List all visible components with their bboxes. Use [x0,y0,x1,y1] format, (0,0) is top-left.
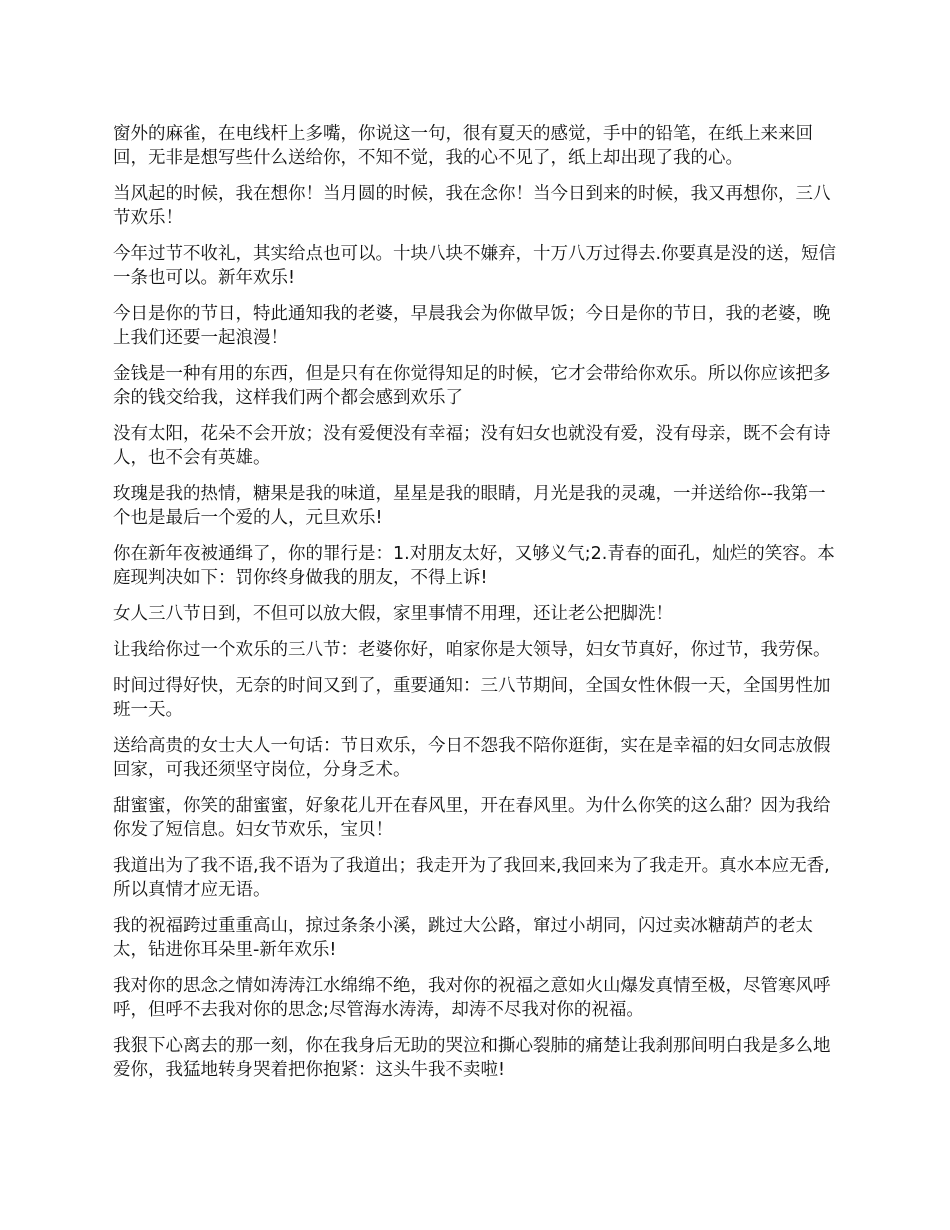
paragraph-16: 我对你的思念之情如涛涛江水绵绵不绝，我对你的祝福之意如火山爆发真情至极，尽管寒风呼呼，但呼不去我对你的思念;尽管海水涛涛，却涛不尽我对你的祝福。 [113,976,831,1020]
paragraph-4: 今日是你的节日，特此通知我的老婆，早晨我会为你做早饭；今日是你的节日，我的老婆，晚上我们还要一起浪漫！ [113,304,831,348]
paragraph-5: 金钱是一种有用的东西，但是只有在你觉得知足的时候，它才会带给你欢乐。所以你应该把多余的钱交给我，这样我们两个都会感到欢乐了 [113,364,831,408]
paragraph-3: 今年过节不收礼，其实给点也可以。十块八块不嫌弃，十万八万过得去.你要真是没的送，短信一条也可以。新年欢乐! [113,244,837,288]
paragraph-7: 玫瑰是我的热情，糖果是我的味道，星星是我的眼睛，月光是我的灵魂，一并送给你--我第一个也是最后一个爱的人，元旦欢乐! [113,484,826,528]
paragraph-8: 你在新年夜被通缉了，你的罪行是：1.对朋友太好，又够义气;2.青春的面孔，灿烂的笑容。本庭现判决如下：罚你终身做我的朋友，不得上诉! [113,544,835,588]
paragraph-6: 没有太阳，花朵不会开放；没有爱便没有幸福；没有妇女也就没有爱，没有母亲，既不会有诗人，也不会有英雄。 [113,424,831,468]
paragraph-2: 当风起的时候，我在想你！当月圆的时候，我在念你！当今日到来的时候，我又再想你，三八节欢乐！ [113,184,831,228]
paragraph-12: 送给高贵的女士大人一句话：节日欢乐，今日不怨我不陪你逛街，实在是幸福的妇女同志放假回家，可我还须坚守岗位，分身乏术。 [113,736,831,780]
document-body [113,122,843,1094]
paragraph-14: 我道出为了我不语,我不语为了我道出；我走开为了我回来,我回来为了我走开。真水本应无香,所以真情才应无语。 [113,856,830,900]
paragraph-10: 让我给你过一个欢乐的三八节：老婆你好，咱家你是大领导，妇女节真好，你过节，我劳保。 [113,640,831,660]
paragraph-13: 甜蜜蜜，你笑的甜蜜蜜，好象花儿开在春风里，开在春风里。为什么你笑的这么甜？因为我给你发了短信息。妇女节欢乐，宝贝！ [113,796,831,840]
paragraph-11: 时间过得好快，无奈的时间又到了，重要通知：三八节期间，全国女性休假一天，全国男性加班一天。 [113,676,831,720]
paragraph-17: 我狠下心离去的那一刻，你在我身后无助的哭泣和撕心裂肺的痛楚让我刹那间明白我是多么地爱你，我猛地转身哭着把你抱紧：这头牛我不卖啦! [113,1036,831,1080]
paragraph-1: 窗外的麻雀，在电线杆上多嘴，你说这一句，很有夏天的感觉，手中的铅笔，在纸上来来回回，无非是想写些什么送给你，不知不觉，我的心不见了，纸上却出现了我的心。 [113,124,813,168]
paragraph-9: 女人三八节日到，不但可以放大假，家里事情不用理，还让老公把脚洗！ [113,604,673,624]
paragraph-15: 我的祝福跨过重重高山，掠过条条小溪，跳过大公路，窜过小胡同，闪过卖冰糖葫芦的老太太，钻进你耳朵里-新年欢乐! [113,916,813,960]
